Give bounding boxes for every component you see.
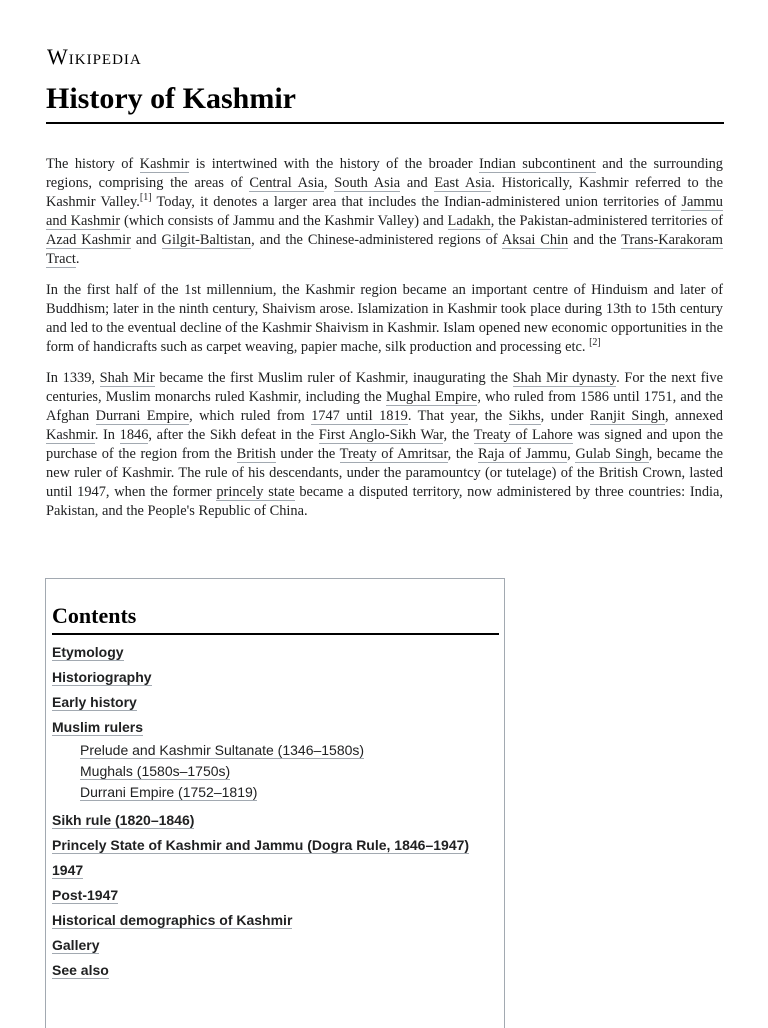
toc-item bbox=[52, 740, 499, 761]
wikipedia-wordmark[interactable]: Wikipedia bbox=[47, 44, 142, 69]
article-link[interactable]: Aksai Chin bbox=[501, 232, 569, 248]
text-run: became the first Muslim ruler of Kashmir, inaugurating the bbox=[154, 370, 513, 386]
text-run: . In bbox=[94, 427, 120, 443]
toc-link[interactable]: Muslim rulers bbox=[52, 719, 144, 735]
text-run: is intertwined with the history of the broader bbox=[189, 156, 480, 172]
text-run: Today, it denotes a larger area that includes the Indian-administered union territories of bbox=[151, 194, 682, 210]
text-run: In 1339, bbox=[46, 370, 100, 386]
text-run: , annexed bbox=[665, 408, 723, 424]
toc-link[interactable]: See also bbox=[52, 962, 109, 978]
toc-heading: Contents bbox=[52, 603, 499, 635]
article-link[interactable]: Azad Kashmir bbox=[46, 232, 131, 248]
toc-item bbox=[52, 833, 499, 858]
text-run: (which consists of Jammu and the Kashmir Valley) and bbox=[120, 213, 448, 229]
article-link[interactable]: Shah Mir bbox=[99, 370, 155, 386]
text-run: , and the Chinese-administered regions of bbox=[251, 232, 502, 248]
intro-paragraph-1 bbox=[46, 155, 723, 269]
intro-paragraph-2 bbox=[46, 281, 723, 357]
article-link[interactable]: Trans-Karakoram Tract bbox=[46, 232, 723, 267]
intro-paragraph-3 bbox=[46, 369, 723, 521]
citation-ref[interactable] bbox=[589, 337, 601, 348]
article-link[interactable]: Kashmir bbox=[139, 156, 190, 172]
article-link[interactable]: princely state bbox=[216, 484, 295, 500]
article-link[interactable]: Treaty of Lahore bbox=[473, 427, 573, 443]
toc-list bbox=[52, 640, 499, 983]
text-run: , the Pakistan-administered territories of bbox=[490, 213, 724, 229]
text-run: . That year, the bbox=[407, 408, 509, 424]
toc-link[interactable]: Prelude and Kashmir Sultanate (1346–1580s) bbox=[80, 742, 365, 758]
toc-link[interactable]: 1947 bbox=[52, 862, 84, 878]
toc-item bbox=[52, 808, 499, 833]
text-run: , under bbox=[540, 408, 590, 424]
article-link[interactable]: Gilgit-Baltistan bbox=[161, 232, 252, 248]
text-run: , became the new ruler of Kashmir. The rule of his descendants, under the paramountcy (or tutelage) of the British Crown, lasted until 1947, when the former bbox=[46, 446, 724, 500]
article-link[interactable]: Ranjit Singh bbox=[589, 408, 666, 424]
article-link[interactable]: Jammu and Kashmir bbox=[46, 194, 724, 229]
text-run: . Historically, Kashmir referred to the Kashmir Valley. bbox=[46, 175, 723, 210]
toc-link[interactable]: Post-1947 bbox=[52, 887, 119, 903]
text-run: , who ruled from 1586 until 1751, and the Afghan bbox=[46, 389, 723, 424]
toc-item bbox=[52, 761, 499, 782]
toc-item bbox=[52, 908, 499, 933]
article-link[interactable]: South Asia bbox=[334, 175, 401, 191]
article-link[interactable]: Sikhs bbox=[508, 408, 541, 424]
article-link[interactable]: East Asia bbox=[434, 175, 492, 191]
article-link[interactable]: Ladakh bbox=[447, 213, 491, 229]
text-run: , bbox=[323, 175, 335, 191]
toc-item bbox=[52, 958, 499, 983]
article-body bbox=[46, 155, 723, 533]
toc-link[interactable]: Etymology bbox=[52, 644, 124, 660]
article-link[interactable]: Mughal Empire bbox=[385, 389, 478, 405]
toc-item bbox=[52, 883, 499, 908]
text-run: and bbox=[130, 232, 162, 248]
article-link[interactable]: Indian subcontinent bbox=[479, 156, 596, 172]
toc-item bbox=[52, 715, 499, 740]
article-link[interactable]: 1747 until 1819 bbox=[311, 408, 408, 424]
toc-link[interactable]: Historical demographics of Kashmir bbox=[52, 912, 293, 928]
toc-item bbox=[52, 665, 499, 690]
text-run: and the surrounding regions, comprising the areas of bbox=[46, 156, 724, 191]
text-run: under the bbox=[275, 446, 340, 462]
text-run: , which ruled from bbox=[189, 408, 312, 424]
text-run: . bbox=[75, 251, 80, 267]
text-run: was signed and upon the purchase of the region from the bbox=[46, 427, 723, 462]
text-run: and bbox=[400, 175, 435, 191]
text-run: and the bbox=[568, 232, 622, 248]
text-run: , after the Sikh defeat in the bbox=[148, 427, 319, 443]
citation-link[interactable]: [2] bbox=[589, 337, 601, 349]
text-run: . For the next five centuries, Muslim monarchs ruled Kashmir, including the bbox=[46, 370, 723, 405]
article-link[interactable]: Treaty of Amritsar bbox=[339, 446, 448, 462]
article-link[interactable]: Central Asia bbox=[249, 175, 324, 191]
text-run: became a disputed territory, now administered by three countries: India, Pakistan, and the People's Republic of China. bbox=[46, 484, 724, 519]
article-link[interactable]: Durrani Empire bbox=[95, 408, 190, 424]
toc-link[interactable]: Historiography bbox=[52, 669, 152, 685]
table-of-contents bbox=[45, 578, 505, 1028]
toc-link[interactable]: Gallery bbox=[52, 937, 100, 953]
article-link[interactable]: First Anglo-Sikh War bbox=[318, 427, 444, 443]
article-link[interactable]: Kashmir bbox=[46, 427, 95, 443]
toc-link[interactable]: Durrani Empire (1752–1819) bbox=[80, 784, 258, 800]
text-run: The history of bbox=[46, 156, 140, 172]
text-run: In the first half of the 1st millennium, the Kashmir region became an important centre of Hinduism and later of Buddhism; later in the ninth century, Shaivism arose. Islamization in Kashmir took place during 13th to 15th century and led to the eventual decline of the Kashmir Shaivism in Kashmir. Islam opened new economic opportunities in the form of handicrafts such as carpet weaving, papier mache, silk production and processing etc. bbox=[46, 282, 723, 355]
page-title: History of Kashmir bbox=[46, 82, 724, 124]
text-run: , the bbox=[443, 427, 474, 443]
citation-link[interactable]: [1] bbox=[139, 192, 152, 204]
toc-item bbox=[52, 640, 499, 665]
article-link[interactable]: Shah Mir dynasty bbox=[512, 370, 617, 386]
toc-link[interactable]: Sikh rule (1820–1846) bbox=[52, 812, 195, 828]
toc-link[interactable]: Mughals (1580s–1750s) bbox=[80, 763, 231, 779]
toc-link[interactable]: Princely State of Kashmir and Jammu (Dogra Rule, 1846–1947) bbox=[52, 837, 470, 853]
article-link[interactable]: British bbox=[236, 446, 276, 462]
article-link[interactable]: Gulab Singh bbox=[575, 446, 649, 462]
toc-item bbox=[52, 690, 499, 715]
article-link[interactable]: 1846 bbox=[119, 427, 149, 443]
text-run: , bbox=[567, 446, 576, 462]
toc-item bbox=[52, 933, 499, 958]
toc-item bbox=[52, 782, 499, 803]
citation-ref[interactable] bbox=[140, 192, 152, 203]
text-run: , the bbox=[447, 446, 479, 462]
toc-item bbox=[52, 858, 499, 883]
article-link[interactable]: Raja of Jammu bbox=[478, 446, 568, 462]
toc-link[interactable]: Early history bbox=[52, 694, 137, 710]
